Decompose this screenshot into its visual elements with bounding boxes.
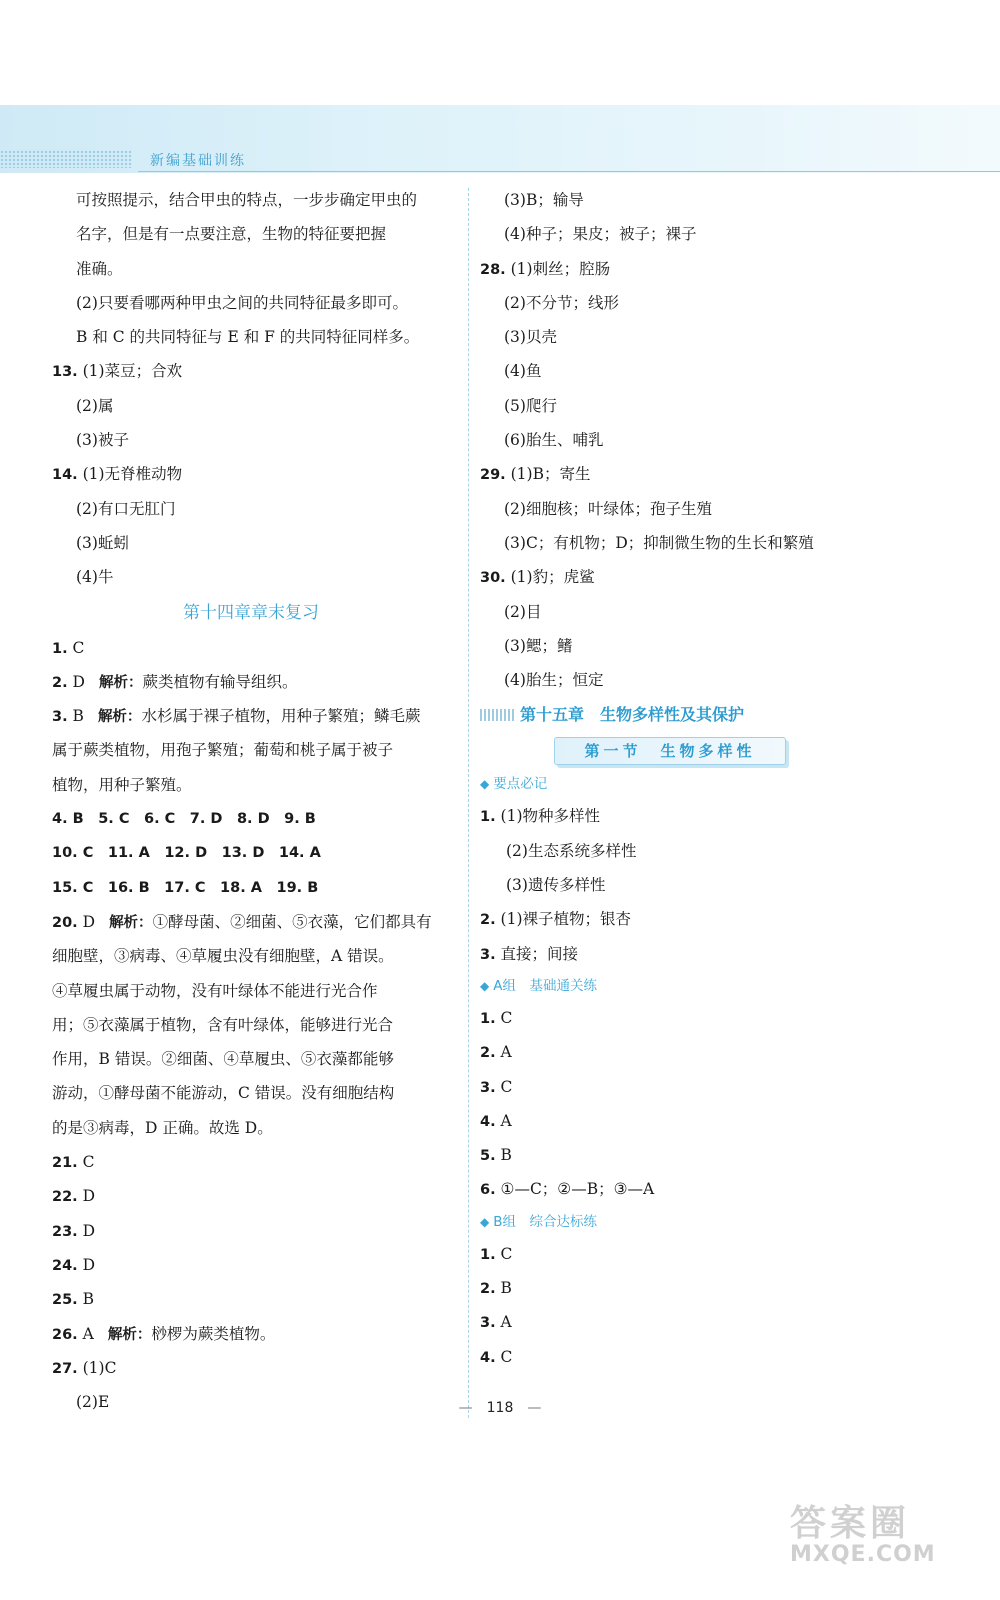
answer-14-4: (4)牛 <box>76 568 114 587</box>
review-28-4: (4)鱼 <box>504 362 542 381</box>
answer-text: (1)物种多样性 <box>500 807 601 826</box>
question-number: 4. <box>480 1349 496 1366</box>
review-30-3: (3)鳃；鳍 <box>504 636 573 655</box>
intro-line: 准确。 <box>76 259 123 278</box>
left-column <box>52 183 450 1419</box>
review-29-2: (2)细胞核；叶绿体；孢子生殖 <box>504 499 712 518</box>
answer-text: (1)豹；虎鲨 <box>510 568 595 587</box>
question-number: 1. <box>480 809 496 826</box>
answer-text: D <box>82 1187 96 1206</box>
answer-text: C <box>500 1347 513 1366</box>
answer-text: A <box>82 1324 94 1343</box>
review-20-cont: ④草履虫属于动物，没有叶绿体不能进行光合作 <box>52 981 378 1000</box>
intro-line: 名字，但是有一点要注意，生物的特征要把握 <box>76 225 387 244</box>
question-number: 26. <box>52 1326 78 1343</box>
answer-text: D <box>82 1255 96 1274</box>
question-number: 2. <box>52 674 68 691</box>
review-28-6: (6)胎生、哺乳 <box>504 431 604 450</box>
right-column <box>480 183 860 1374</box>
review-1 <box>52 631 450 665</box>
chapter-14-review-title: 第十四章章末复习 <box>183 602 319 623</box>
key-1 <box>480 799 860 833</box>
answer-text: (1)C <box>82 1358 117 1377</box>
tag-label: A组 基础通关练 <box>493 977 597 994</box>
explanation-text: 水杉属于裸子植物，用种子繁殖；鳞毛蕨 <box>141 707 421 726</box>
answer-text: B <box>500 1146 512 1165</box>
review-27 <box>52 1351 450 1385</box>
answer-text: D <box>72 672 85 691</box>
key-points-tag <box>480 769 860 799</box>
review-20-cont: 的是③病毒，D 正确。故选 D。 <box>52 1118 273 1137</box>
answer-text: 直接；间接 <box>500 944 579 963</box>
review-20 <box>52 905 450 939</box>
book-title: 新编基础训练 <box>150 153 246 169</box>
answer-14 <box>52 457 450 491</box>
answer-text: C <box>500 1077 513 1096</box>
answers-row-10-14: 10. C 11. A 12. D 13. D 14. A <box>52 845 321 862</box>
question-number: 3. <box>52 709 68 726</box>
group-a-4 <box>480 1104 860 1138</box>
answer-text: (1)B；寄生 <box>510 465 591 484</box>
review-27-4: (4)种子；果皮；被子；裸子 <box>504 225 697 244</box>
review-3-cont: 属于蕨类植物，用孢子繁殖；葡萄和桃子属于被子 <box>52 741 394 760</box>
group-b-tag <box>480 1207 860 1237</box>
answer-text: D <box>82 912 96 931</box>
explanation-label: 解析： <box>98 674 143 691</box>
key-3 <box>480 937 860 971</box>
question-number: 28. <box>480 261 506 278</box>
question-number: 29. <box>480 467 506 484</box>
review-30 <box>480 560 860 594</box>
intro-line: 可按照提示，结合甲虫的特点，一步步确定甲虫的 <box>76 191 418 209</box>
question-number: 3. <box>480 1315 496 1332</box>
review-28 <box>480 252 860 286</box>
diamond-icon: ◆ <box>480 777 490 792</box>
review-25 <box>52 1282 450 1316</box>
group-a-2 <box>480 1035 860 1069</box>
explanation-text: ①酵母菌、②细菌、⑤衣藻，它们都具有 <box>152 912 432 931</box>
answers-row-15-19: 15. C 16. B 17. C 18. A 19. B <box>52 879 319 896</box>
question-number: 1. <box>480 1010 496 1027</box>
explanation-label: 解析： <box>97 709 142 726</box>
question-number: 3. <box>480 946 496 963</box>
answer-text: C <box>82 1153 95 1172</box>
key-1-2: (2)生态系统多样性 <box>506 841 637 860</box>
watermark-url: MXQE.COM <box>790 1542 936 1567</box>
question-number: 30. <box>480 570 506 587</box>
chapter-15-heading <box>480 697 860 733</box>
answer-text: B <box>500 1279 512 1298</box>
group-a-tag <box>480 971 860 1001</box>
review-20-cont: 用；⑤衣藻属于植物，含有叶绿体，能够进行光合 <box>52 1015 394 1034</box>
explanation-text: 蕨类植物有输导组织。 <box>142 672 298 691</box>
page-number-value: 118 <box>486 1400 514 1416</box>
key-1-3: (3)遗传多样性 <box>506 876 606 895</box>
answer-14-2: (2)有口无肛门 <box>76 499 176 518</box>
explanation-text: 桫椤为蕨类植物。 <box>151 1324 276 1343</box>
answer-text: D <box>82 1221 96 1240</box>
intro-line: (2)只要看哪两种甲虫之间的共同特征最多即可。 <box>76 293 408 312</box>
review-30-4: (4)胎生；恒定 <box>504 671 604 690</box>
key-2 <box>480 902 860 936</box>
watermark-logo-text: 答案圈 <box>790 1503 911 1544</box>
answer-13-2: (2)属 <box>76 396 114 415</box>
group-b-4 <box>480 1340 860 1374</box>
answer-13 <box>52 354 450 388</box>
question-number: 14. <box>52 467 78 484</box>
answer-text: C <box>500 1008 513 1027</box>
answers-row-4-9: 4. B 5. C 6. C 7. D 8. D 9. B <box>52 811 316 828</box>
answer-text: A <box>500 1111 512 1130</box>
question-number: 2. <box>480 912 496 929</box>
tag-label: 要点必记 <box>493 776 548 793</box>
review-27-3: (3)B；输导 <box>504 191 584 209</box>
group-b-3 <box>480 1305 860 1339</box>
question-number: 23. <box>52 1223 78 1240</box>
answer-text: (1)刺丝；腔肠 <box>510 259 611 278</box>
answer-text: A <box>500 1043 512 1062</box>
review-29 <box>480 457 860 491</box>
question-number: 25. <box>52 1292 78 1309</box>
group-a-6 <box>480 1172 860 1206</box>
page-number: — 118 — <box>458 1400 542 1416</box>
header-dots <box>0 150 132 168</box>
group-b-1 <box>480 1237 860 1271</box>
answer-text: ①—C；②—B；③—A <box>500 1180 655 1199</box>
review-27-2: (2)E <box>76 1393 110 1412</box>
review-28-2: (2)不分节；线形 <box>504 293 619 312</box>
review-26 <box>52 1317 450 1351</box>
group-a-5 <box>480 1138 860 1172</box>
question-number: 24. <box>52 1257 78 1274</box>
review-3-cont: 植物，用种子繁殖。 <box>52 775 192 794</box>
review-20-cont: 游动，①酵母菌不能游动，C 错误。没有细胞结构 <box>52 1084 395 1103</box>
review-21 <box>52 1145 450 1179</box>
chapter-15-title: 第十五章 生物多样性及其保护 <box>520 705 745 725</box>
question-number: 1. <box>52 640 68 657</box>
watermark <box>790 1495 990 1567</box>
question-number: 6. <box>480 1182 496 1199</box>
review-20-cont: 细胞壁，③病毒、④草履虫没有细胞壁，A 错误。 <box>52 947 394 966</box>
review-22 <box>52 1179 450 1213</box>
answer-text: B <box>72 707 84 726</box>
intro-line: B 和 C 的共同特征与 E 和 F 的共同特征同样多。 <box>76 328 420 347</box>
answer-text: C <box>500 1244 513 1263</box>
tag-label: B组 综合达标练 <box>493 1213 597 1230</box>
question-number: 22. <box>52 1189 78 1206</box>
review-29-3: (3)C；有机物；D；抑制微生物的生长和繁殖 <box>504 533 814 552</box>
review-23 <box>52 1214 450 1248</box>
diamond-icon: ◆ <box>480 978 490 993</box>
question-number: 2. <box>480 1281 496 1298</box>
answer-text: C <box>72 638 85 657</box>
answer-text: (1)无脊椎动物 <box>82 465 183 484</box>
answer-text: (1)裸子植物；银杏 <box>500 910 632 929</box>
question-number: 21. <box>52 1155 78 1172</box>
review-30-2: (2)目 <box>504 602 542 621</box>
question-number: 20. <box>52 914 78 931</box>
diamond-icon: ◆ <box>480 1214 490 1229</box>
answer-14-3: (3)蚯蚓 <box>76 533 129 552</box>
question-number: 4. <box>480 1113 496 1130</box>
column-divider <box>468 188 469 1418</box>
question-number: 13. <box>52 364 78 381</box>
question-number: 27. <box>52 1360 78 1377</box>
answer-text: B <box>82 1290 95 1309</box>
question-number: 5. <box>480 1148 496 1165</box>
review-28-5: (5)爬行 <box>504 396 557 415</box>
explanation-label: 解析： <box>107 1326 152 1343</box>
review-2 <box>52 665 450 699</box>
heading-bars-decoration <box>480 709 516 721</box>
question-number: 2. <box>480 1045 496 1062</box>
question-number: 3. <box>480 1079 496 1096</box>
section-heading-wrap <box>480 733 860 769</box>
review-20-cont: 作用，B 错误。②细菌、④草履虫、⑤衣藻都能够 <box>52 1050 394 1069</box>
section-1-title: 第一节 生物多样性 <box>554 737 786 765</box>
question-number: 1. <box>480 1246 496 1263</box>
group-a-3 <box>480 1070 860 1104</box>
review-28-3: (3)贝壳 <box>504 328 557 347</box>
group-a-1 <box>480 1001 860 1035</box>
group-b-2 <box>480 1271 860 1305</box>
review-24 <box>52 1248 450 1282</box>
answer-13-3: (3)被子 <box>76 431 129 450</box>
answer-text: (1)菜豆；合欢 <box>82 362 183 381</box>
explanation-label: 解析： <box>109 914 153 931</box>
review-3 <box>52 699 450 733</box>
header-rule <box>138 171 1000 172</box>
answer-text: A <box>500 1313 512 1332</box>
